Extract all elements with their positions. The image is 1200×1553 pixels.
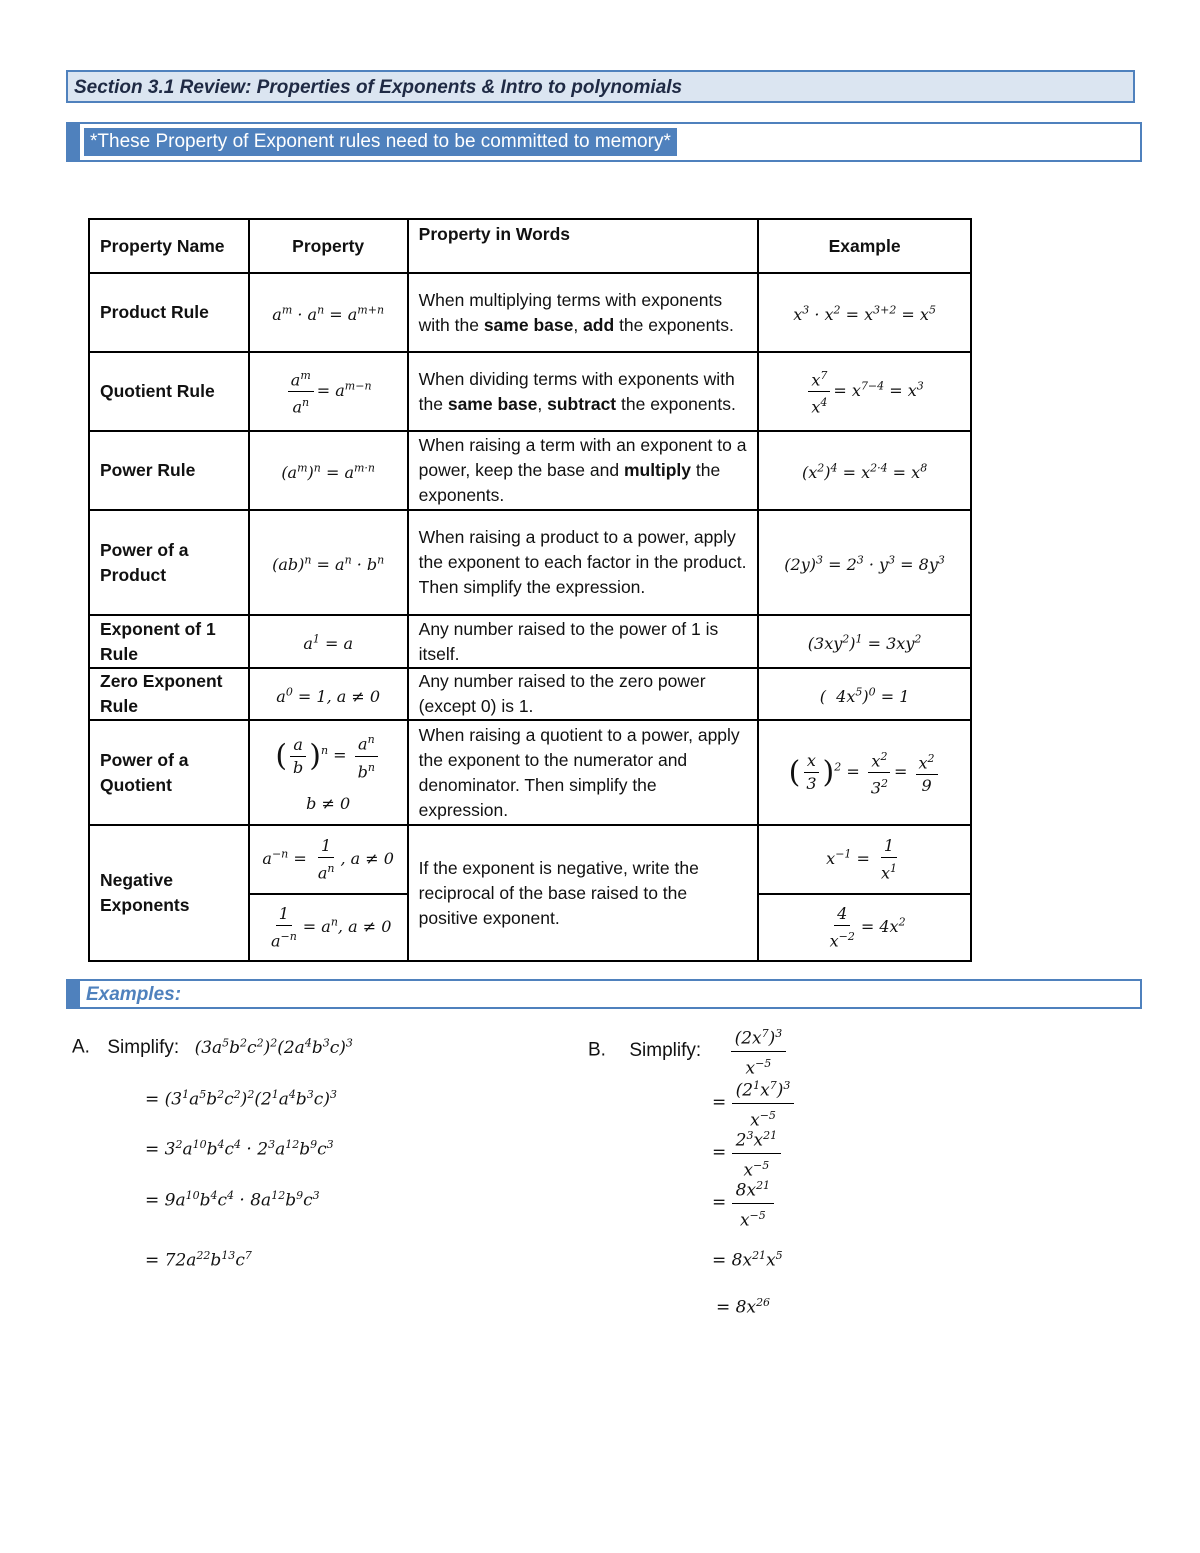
- rule-words: When dividing terms with exponents with the same base, subtract the exponents.: [408, 352, 759, 431]
- rule-words: When raising a quotient to a power, apply the exponent to the numerator and denominator. Then simplify the expression.: [408, 720, 759, 825]
- memory-note-bar: [66, 122, 1142, 162]
- header-property: Property: [249, 219, 408, 273]
- example-b-step: = $\frac{8x^{21}}{x^{-5}}$: [712, 1174, 774, 1232]
- rule-formula: $\frac{a^m}{a^n}$ = $a^{m-n}$: [249, 352, 408, 431]
- section-title: Section 3.1 Review: Properties of Exponents & Intro to polynomials: [74, 77, 683, 98]
- rule-name: Power of a Product: [89, 510, 249, 615]
- rule-name: Exponent of 1 Rule: [89, 615, 249, 668]
- rule-name: Product Rule: [89, 273, 249, 352]
- rule-words: When raising a product to a power, apply the exponent to each factor in the product. Then simplify the expression.: [408, 510, 759, 615]
- rule-example: $(2y)^3 = 2^3 \cdot y^3 = 8y^3$: [758, 510, 971, 615]
- example-a-prompt: Simplify:: [107, 1036, 180, 1058]
- rule-example: $x^{-1}$ = $\frac{1}{x^1}$: [758, 825, 971, 894]
- rule-formula: $a^1 = a$: [249, 615, 408, 668]
- header-example: Example: [758, 219, 971, 273]
- rule-formula: $a^m \cdot a^n = a^{m+n}$: [249, 273, 408, 352]
- rule-condition: b ≠ 0: [306, 793, 351, 813]
- table-row: [89, 825, 971, 894]
- example-a-problem: A. Simplify: $(3a^5b^2c^2)^2(2a^4b^3c)^3$: [72, 1036, 353, 1058]
- example-b-step: = $\frac{2^3x^{21}}{x^{-5}}$: [712, 1124, 781, 1182]
- rule-example: ( $\frac{x}{3}$ )$^2$ = $\frac{x^2}{3^2}$ = $\frac{x^2}{9}$: [758, 720, 971, 825]
- exponent-rules-table: [88, 218, 972, 962]
- table-row: [89, 668, 971, 720]
- example-b-step: = $8x^{21}x^5$: [712, 1249, 783, 1271]
- rule-name: Zero Exponent Rule: [89, 668, 249, 720]
- rule-words: Any number raised to the power of 1 is itself.: [408, 615, 759, 668]
- rule-name: Power of a Quotient: [89, 720, 249, 825]
- example-a-label: A.: [72, 1036, 90, 1058]
- example-a-step: = $3^2a^{10}b^4c^4 \cdot 2^3a^{12}b^9c^3$: [145, 1138, 334, 1160]
- accent-stripe: [68, 124, 80, 160]
- table-row: [89, 352, 971, 431]
- header-name: Property Name: [89, 219, 249, 273]
- rule-formula: $(a^m)^n = a^{m\cdot n}$: [249, 431, 408, 510]
- rule-name: Quotient Rule: [89, 352, 249, 431]
- rule-example: $x^3 \cdot x^2 = x^{3+2} = x^5$: [758, 273, 971, 352]
- rule-name: Negative Exponents: [89, 825, 249, 961]
- table-header-row: [89, 219, 971, 273]
- rule-formula: $a^0 = 1$, a ≠ 0: [249, 668, 408, 720]
- example-b-label: B.: [588, 1039, 606, 1061]
- rule-formula: $(ab)^n = a^n \cdot b^n$: [249, 510, 408, 615]
- table-row: [89, 510, 971, 615]
- rule-example: $\frac{x^7}{x^4}$ = $x^{7-4} = x^3$: [758, 352, 971, 431]
- examples-bar: [66, 979, 1142, 1009]
- rule-example: ( $4x^5)^0 = 1$: [758, 668, 971, 720]
- table-row: [89, 720, 971, 825]
- memory-note: *These Property of Exponent rules need to be committed to memory*: [84, 128, 677, 156]
- rule-example: $(3xy^2)^1 = 3xy^2$: [758, 615, 971, 668]
- rule-formula-2: $\frac{1}{a^{-n}}$ = $a^n$, a ≠ 0: [249, 894, 408, 961]
- example-b-prompt: Simplify:: [629, 1039, 702, 1061]
- rule-name: Power Rule: [89, 431, 249, 510]
- rule-words: If the exponent is negative, write the reciprocal of the base raised to the positive exponent.: [408, 825, 759, 961]
- example-b-step: = $\frac{(2^1x^7)^3}{x^{-5}}$: [712, 1074, 794, 1132]
- example-a-step: = $(3^1a^5b^2c^2)^2(2^1a^4b^3c)^3$: [145, 1088, 337, 1110]
- examples-title: Examples:: [86, 984, 182, 1005]
- table-row: [89, 615, 971, 668]
- example-a-step: = $9a^{10}b^4c^4 \cdot 8a^{12}b^9c^3$: [145, 1189, 320, 1211]
- accent-stripe: [68, 981, 80, 1007]
- rule-formula: ( $\frac{a}{b}$ )$^n$ = $\frac{a^n}{b^n}$ b ≠ 0: [249, 720, 408, 825]
- header-words: Property in Words: [408, 219, 759, 273]
- example-b-step: = $8x^{26}$: [716, 1296, 771, 1318]
- table-row: [89, 431, 971, 510]
- rule-words: When raising a term with an exponent to a power, keep the base and multiply the exponents.: [408, 431, 759, 510]
- example-b-problem: B. Simplify: $\frac{(2x^7)^3}{x^{-5}}$: [588, 1022, 786, 1080]
- rule-formula: $a^{-n}$ = $\frac{1}{a^n}$ , a ≠ 0: [249, 825, 408, 894]
- rule-words: When multiplying terms with exponents with the same base, add the exponents.: [408, 273, 759, 352]
- table-row: [89, 273, 971, 352]
- rule-words: Any number raised to the zero power (except 0) is 1.: [408, 668, 759, 720]
- rule-example: $(x^2)^4 = x^{2\cdot 4} = x^8$: [758, 431, 971, 510]
- section-title-bar: [66, 70, 1135, 103]
- rule-example-2: $\frac{4}{x^{-2}}$ = $4x^2$: [758, 894, 971, 961]
- example-a-step: = $72a^{22}b^{13}c^7$: [145, 1249, 252, 1271]
